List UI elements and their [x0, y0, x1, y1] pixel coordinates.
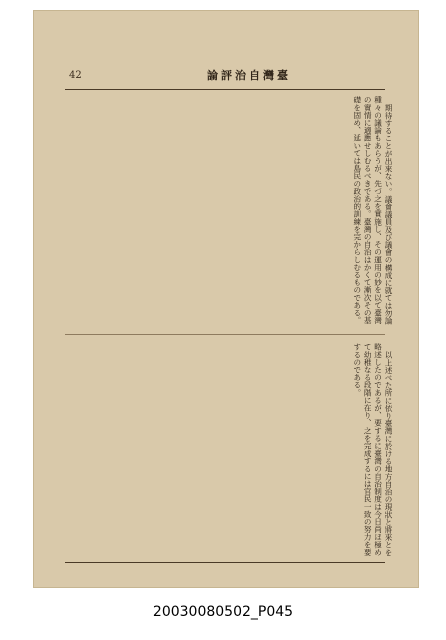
book-page: [33, 10, 419, 588]
paragraph-upper: 期待することが出來ない。議會議員及び議會の構成に就ては勿論種々の議論もあらうが、先づ之を實施し、その運用の妙を以て臺灣の實情に適應せしむるべきである。臺灣の自治はかくて漸次その基礎を固め、延いては島民の政治的訓練を完からしむるものである。: [352, 96, 393, 324]
footer-rule: [65, 562, 385, 563]
text-block-upper: [73, 96, 393, 328]
header-rule: [65, 89, 385, 90]
image-caption: 20030080502_P045: [152, 604, 294, 620]
running-head: 論評治自灣臺: [207, 69, 291, 82]
text-block-lower: [73, 343, 393, 557]
page-number: 42: [69, 70, 82, 81]
tier-divider: [65, 334, 385, 335]
paragraph-lower: 以上述べた所に依り臺灣に於ける地方自治の現狀と將來とを略述したのであるが、要するに臺灣の自治制度は今日尚ほ極めて幼稚なる段階に在り、之を完成するには官民一致の努力を要するのである。: [352, 343, 393, 556]
